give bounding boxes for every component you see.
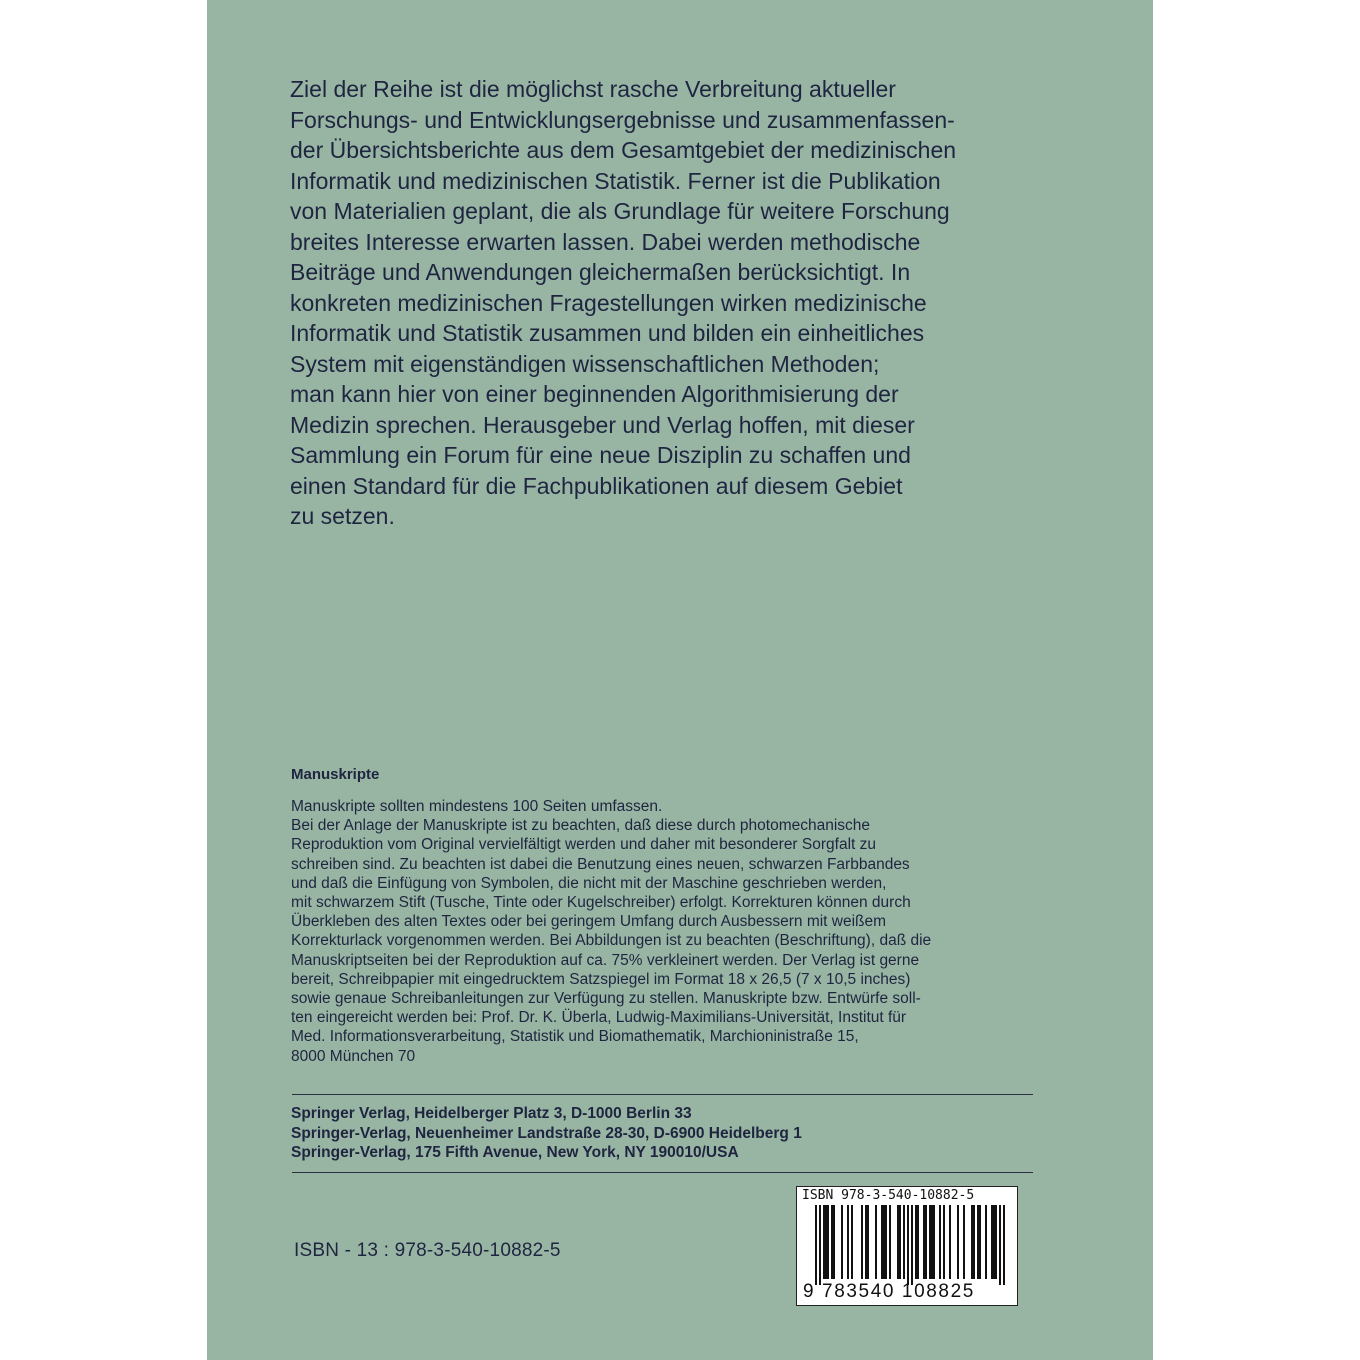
manuscripts-line: Korrekturlack vorgenommen werden. Bei Abbildungen ist zu beachten (Beschriftung), daß die xyxy=(291,932,932,950)
barcode-bar xyxy=(861,1205,863,1279)
manuscripts-line: 8000 München 70 xyxy=(291,1047,416,1065)
description-line: Ziel der Reihe ist die möglichst rasche Verbreitung aktueller xyxy=(290,76,896,102)
description-line: breites Interesse erwarten lassen. Dabei werden methodische xyxy=(290,228,921,255)
manuscripts-text xyxy=(291,797,1051,1066)
manuscripts-line: mit schwarzem Stift (Tusche, Tinte oder Kugelschreiber) erfolgt. Korrekturen können durch xyxy=(291,894,911,912)
barcode-bar xyxy=(957,1205,959,1279)
barcode-bar xyxy=(889,1205,891,1279)
barcode-bar xyxy=(907,1205,909,1285)
barcode-bar xyxy=(977,1205,979,1279)
barcode-bar xyxy=(851,1205,853,1279)
description-line: zu setzen. xyxy=(290,503,395,529)
manuscripts-heading: Manuskripte xyxy=(291,766,380,783)
barcode-bar xyxy=(933,1205,935,1279)
barcode-bar xyxy=(1003,1205,1005,1285)
barcode-bar xyxy=(885,1205,887,1279)
manuscripts-line: Manuskripte sollten mindestens 100 Seiten umfassen. xyxy=(291,798,663,815)
barcode-bar xyxy=(979,1205,981,1279)
barcode-bar xyxy=(917,1205,919,1279)
barcode-bar xyxy=(841,1205,843,1279)
barcode-bar xyxy=(903,1205,905,1279)
address-heidelberg: Springer-Verlag, Neuenheimer Landstraße 28-30, D-6900 Heidelberg 1 xyxy=(291,1124,802,1142)
barcode-bar xyxy=(985,1205,987,1279)
description-line: Sammlung ein Forum für eine neue Disziplin zu schaffen und xyxy=(290,442,911,468)
manuscripts-line: sowie genaue Schreibanleitungen zur Verfügung zu stellen. Manuskripte bzw. Entwürfe soll- xyxy=(291,990,921,1008)
barcode-bar xyxy=(973,1205,975,1279)
barcode-bar xyxy=(911,1205,913,1285)
manuscripts-line: und daß die Einfügung von Symbolen, die nicht mit der Maschine geschrieben werden, xyxy=(291,874,887,892)
barcode-bar xyxy=(949,1205,951,1279)
barcode-bar xyxy=(847,1205,849,1279)
barcode-bar xyxy=(939,1205,941,1279)
barcode-bar xyxy=(823,1205,825,1279)
manuscripts-line: bereit, Schreibpapier mit eingedrucktem Satzspiegel im Format 18 x 26,5 (7 x 10,5 inches) xyxy=(291,970,911,988)
barcode-bar xyxy=(865,1205,867,1279)
description-line: konkreten medizinischen Fragestellungen wirken medizinische xyxy=(290,289,927,316)
barcode-bar xyxy=(819,1205,821,1285)
barcode-digits: 9 783540 108825 xyxy=(803,1281,975,1302)
description-line: System mit eigenständigen wissenschaftlichen Methoden; xyxy=(290,350,880,377)
description-line: der Übersichtsberichte aus dem Gesamtgebiet der medizinischen xyxy=(290,137,957,163)
barcode-bar xyxy=(881,1205,883,1279)
publisher-addresses xyxy=(291,1104,802,1163)
manuscripts-line: Manuskriptseiten bei der Reproduktion auf ca. 75% verkleinert werden. Der Verlag ist gerne xyxy=(291,951,920,969)
description-line: Beiträge und Anwendungen gleichermaßen berücksichtigt. In xyxy=(290,259,911,285)
barcode-bar xyxy=(899,1205,901,1279)
divider-top xyxy=(292,1094,1033,1095)
divider-bottom xyxy=(292,1172,1033,1173)
barcode-bar xyxy=(925,1205,927,1279)
description-line: von Materialien geplant, die als Grundlage für weitere Forschung xyxy=(290,198,950,224)
barcode-bar xyxy=(995,1205,997,1279)
address-new-york: Springer-Verlag, 175 Fifth Avenue, New York, NY 190010/USA xyxy=(291,1144,739,1161)
barcode-bar xyxy=(827,1205,829,1279)
barcode-bar xyxy=(897,1205,899,1279)
description-line: Informatik und medizinischen Statistik. Ferner ist die Publikation xyxy=(290,167,941,194)
barcode-bar xyxy=(943,1205,945,1279)
barcode-bar xyxy=(833,1205,835,1279)
description-line: man kann hier von einer beginnenden Algorithmisierung der xyxy=(290,381,899,407)
manuscripts-line: Überkleben des alten Textes oder bei geringem Umfang durch Ausbessern mit weißem xyxy=(291,913,887,931)
isbn-barcode xyxy=(796,1186,1018,1306)
description-line: Informatik und Statistik zusammen und bilden ein einheitliches xyxy=(290,320,925,346)
description-line: einen Standard für die Fachpublikationen auf diesem Gebiet xyxy=(290,472,903,499)
barcode-isbn-label: ISBN 978-3-540-10882-5 xyxy=(802,1188,975,1203)
manuscripts-line: schreiben sind. Zu beachten ist dabei die Benutzung eines neuen, schwarzen Farbbandes xyxy=(291,855,910,873)
description-line: Forschungs- und Entwicklungsergebnisse und zusammenfassen- xyxy=(290,106,955,133)
barcode-bar xyxy=(831,1205,833,1279)
manuscripts-line: Reproduktion vom Original vervielfältigt werden und daher mit besonderer Sorgfalt zu xyxy=(291,836,876,854)
series-description xyxy=(290,74,1070,532)
barcode-bar xyxy=(993,1205,995,1279)
manuscripts-line: Bei der Anlage der Manuskripte ist zu beachten, daß diese durch photomechanische xyxy=(291,817,871,835)
isbn-13: ISBN - 13 : 978-3-540-10882-5 xyxy=(294,1240,561,1261)
barcode-bar xyxy=(923,1205,925,1279)
barcode-bar xyxy=(867,1205,869,1279)
barcode-bar xyxy=(875,1205,877,1279)
barcode-bar xyxy=(991,1205,993,1279)
barcode-bar xyxy=(915,1205,917,1279)
barcode-bar xyxy=(883,1205,885,1279)
manuscripts-line: ten eingereicht werden bei: Prof. Dr. K. Überla, Ludwig-Maximilians-Universität, Institut für xyxy=(291,1009,907,1027)
barcode-bar xyxy=(999,1205,1001,1285)
barcode-bar xyxy=(825,1205,827,1279)
barcode-bar xyxy=(963,1205,965,1279)
barcode-bar xyxy=(931,1205,933,1279)
barcode-bar xyxy=(929,1205,931,1279)
barcode-bar xyxy=(971,1205,973,1279)
manuscripts-line: Med. Informationsverarbeitung, Statistik und Biomathematik, Marchioninistraße 15, xyxy=(291,1028,859,1046)
barcode-bar xyxy=(815,1205,817,1285)
description-line: Medizin sprechen. Herausgeber und Verlag hoffen, mit dieser xyxy=(290,411,915,438)
address-berlin: Springer Verlag, Heidelberger Platz 3, D-1000 Berlin 33 xyxy=(291,1105,692,1122)
